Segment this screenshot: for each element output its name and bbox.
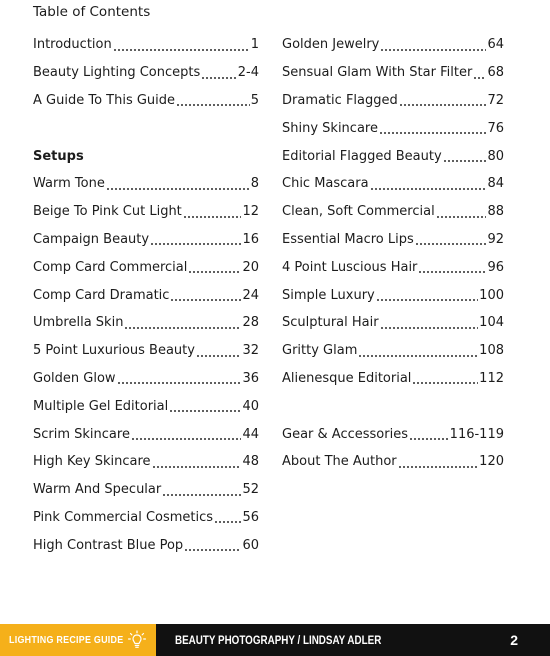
toc-entry[interactable] xyxy=(282,114,504,142)
toc-entry-label: Essential Macro Lips xyxy=(282,231,414,247)
toc-entry-page: 1 xyxy=(250,37,259,53)
toc-entry[interactable] xyxy=(282,420,504,448)
page-number: 2 xyxy=(510,632,518,648)
toc-entry-page: 12 xyxy=(242,204,259,220)
toc-entry[interactable] xyxy=(282,198,504,226)
lightbulb-icon xyxy=(128,630,146,650)
toc-entry[interactable] xyxy=(33,337,259,365)
toc-entry-page: 52 xyxy=(242,482,259,498)
toc-entry-page: 60 xyxy=(242,537,259,553)
toc-entry[interactable] xyxy=(33,448,259,476)
toc-entry[interactable] xyxy=(33,420,259,448)
toc-entry-label: Introduction xyxy=(33,37,112,53)
toc-entry-label: Golden Glow xyxy=(33,370,116,386)
toc-entry-page: 48 xyxy=(242,454,259,470)
toc-entry-page: 92 xyxy=(487,231,504,247)
toc-entry[interactable] xyxy=(282,337,504,365)
footer-brand: LIGHTING RECIPE GUIDE xyxy=(9,634,124,646)
dot-leader xyxy=(379,122,486,134)
toc-entry[interactable] xyxy=(33,365,259,393)
toc-entry[interactable] xyxy=(33,170,259,198)
toc-entry-page: 84 xyxy=(487,176,504,192)
toc-entry-page: 28 xyxy=(242,315,259,331)
toc-entry[interactable] xyxy=(282,87,504,115)
toc-entry-label: High Key Skincare xyxy=(33,454,151,470)
toc-entry-page: 80 xyxy=(487,148,504,164)
dot-leader xyxy=(380,39,486,51)
dot-leader xyxy=(162,484,241,496)
toc-entry[interactable] xyxy=(33,476,259,504)
toc-entry[interactable] xyxy=(33,281,259,309)
dot-leader xyxy=(370,178,487,190)
toc-entry-label: 5 Point Luxurious Beauty xyxy=(33,343,195,359)
toc-entry-label: A Guide To This Guide xyxy=(33,92,176,108)
toc-entry-page: 116-119 xyxy=(449,426,504,442)
toc-entry-page: 120 xyxy=(479,454,504,470)
toc-entry-label: About The Author xyxy=(282,454,397,470)
toc-entry-label: Multiple Gel Editorial xyxy=(33,398,169,414)
toc-entry-label: Dramatic Flagged xyxy=(282,92,398,108)
dot-leader xyxy=(196,345,241,357)
toc-entry-label: Comp Card Commercial xyxy=(33,259,188,275)
spacer xyxy=(33,114,259,142)
toc-entry-page: 32 xyxy=(242,343,259,359)
toc-entry-label: Gritty Glam xyxy=(282,343,358,359)
toc-entry[interactable] xyxy=(282,309,504,337)
toc-entry-label: Beauty Lighting Concepts xyxy=(33,65,201,81)
dot-leader xyxy=(436,206,487,218)
dot-leader xyxy=(418,261,486,273)
toc-entry-page: 112 xyxy=(479,370,504,386)
toc-entry-page: 100 xyxy=(479,287,504,303)
toc-entry-page: 44 xyxy=(242,426,259,442)
dot-leader xyxy=(188,261,241,273)
dot-leader xyxy=(380,317,479,329)
toc-entry-label: Scrim Skincare xyxy=(33,426,130,442)
footer-brand-block xyxy=(0,624,156,656)
toc-entry[interactable] xyxy=(282,59,504,87)
toc-entry[interactable] xyxy=(282,365,504,393)
toc-entry-page: 56 xyxy=(242,509,259,525)
toc-entry-label: Sculptural Hair xyxy=(282,315,379,331)
dot-leader xyxy=(106,178,250,190)
toc-entry-page: 20 xyxy=(242,259,259,275)
toc-entry[interactable] xyxy=(282,281,504,309)
dot-leader xyxy=(398,456,479,468)
toc-entry-label: Warm And Specular xyxy=(33,482,162,498)
toc-entry[interactable] xyxy=(282,170,504,198)
toc-entry-label: Warm Tone xyxy=(33,176,105,192)
footer-title: BEAUTY PHOTOGRAPHY / LINDSAY ADLER xyxy=(175,633,382,647)
toc-entry-label: Clean, Soft Commercial xyxy=(282,204,435,220)
toc-entry-label: Beige To Pink Cut Light xyxy=(33,204,182,220)
dot-leader xyxy=(183,206,242,218)
toc-entry-page: 2-4 xyxy=(237,65,259,81)
toc-entry-label: Simple Luxury xyxy=(282,287,375,303)
toc-entry-label: Gear & Accessories xyxy=(282,426,408,442)
toc-entry-label: Pink Commercial Cosmetics xyxy=(33,509,214,525)
toc-entry-label: Umbrella Skin xyxy=(33,315,124,331)
toc-entry[interactable] xyxy=(33,198,259,226)
toc-entry-label: Chic Mascara xyxy=(282,176,369,192)
toc-entry[interactable] xyxy=(33,309,259,337)
dot-leader xyxy=(443,150,487,162)
toc-entry-page: 40 xyxy=(242,398,259,414)
toc-entry-label: Campaign Beauty xyxy=(33,231,150,247)
dot-leader xyxy=(473,67,486,79)
toc-entry-label: High Contrast Blue Pop xyxy=(33,537,184,553)
dot-leader xyxy=(131,428,241,440)
spacer xyxy=(282,392,504,420)
toc-title: Table of Contents xyxy=(33,4,151,20)
toc-entry-page: 104 xyxy=(479,315,504,331)
toc-entry[interactable] xyxy=(33,59,259,87)
toc-entry-page: 36 xyxy=(242,370,259,386)
toc-entry-label: Sensual Glam With Star Filter xyxy=(282,65,473,81)
toc-entry-label: Editorial Flagged Beauty xyxy=(282,148,442,164)
dot-leader xyxy=(184,539,241,551)
toc-entry-page: 5 xyxy=(250,92,259,108)
toc-entry-page: 96 xyxy=(487,259,504,275)
dot-leader xyxy=(124,317,241,329)
toc-entry[interactable] xyxy=(282,253,504,281)
page-footer xyxy=(0,624,550,656)
toc-entry[interactable] xyxy=(282,31,504,59)
toc-entry-label: Alienesque Editorial xyxy=(282,370,412,386)
dot-leader xyxy=(412,372,478,384)
toc-entry-page: 16 xyxy=(242,231,259,247)
dot-leader xyxy=(117,372,242,384)
dot-leader xyxy=(409,428,449,440)
toc-entry[interactable] xyxy=(33,226,259,254)
dot-leader xyxy=(214,511,241,523)
toc-entry[interactable] xyxy=(33,504,259,532)
dot-leader xyxy=(150,233,241,245)
toc-entry[interactable] xyxy=(282,448,504,476)
toc-left-column xyxy=(33,31,259,559)
toc-entry-label: Comp Card Dramatic xyxy=(33,287,170,303)
dot-leader xyxy=(399,94,487,106)
toc-right-column xyxy=(282,31,504,476)
setups-heading: Setups xyxy=(33,148,84,164)
dot-leader xyxy=(113,39,250,51)
dot-leader xyxy=(415,233,487,245)
toc-entry-label: Golden Jewelry xyxy=(282,37,380,53)
toc-entry-label: 4 Point Luscious Hair xyxy=(282,259,418,275)
toc-entry[interactable] xyxy=(282,226,504,254)
toc-entry[interactable] xyxy=(33,87,259,115)
toc-entry[interactable] xyxy=(33,31,259,59)
toc-entry[interactable] xyxy=(33,531,259,559)
toc-entry[interactable] xyxy=(282,142,504,170)
dot-leader xyxy=(201,67,237,79)
toc-entry[interactable] xyxy=(33,392,259,420)
toc-entry-page: 88 xyxy=(487,204,504,220)
toc-entry-page: 108 xyxy=(479,343,504,359)
dot-leader xyxy=(176,94,250,106)
toc-entry-page: 76 xyxy=(487,120,504,136)
dot-leader xyxy=(169,400,241,412)
toc-entry-page: 72 xyxy=(487,92,504,108)
toc-entry-page: 64 xyxy=(487,37,504,53)
toc-entry[interactable] xyxy=(33,253,259,281)
dot-leader xyxy=(152,456,242,468)
dot-leader xyxy=(358,345,478,357)
toc-entry-label: Shiny Skincare xyxy=(282,120,378,136)
toc-entry-page: 8 xyxy=(250,176,259,192)
dot-leader xyxy=(376,289,478,301)
dot-leader xyxy=(170,289,241,301)
footer-bar xyxy=(156,624,550,656)
toc-entry-page: 24 xyxy=(242,287,259,303)
toc-entry-page: 68 xyxy=(487,65,504,81)
